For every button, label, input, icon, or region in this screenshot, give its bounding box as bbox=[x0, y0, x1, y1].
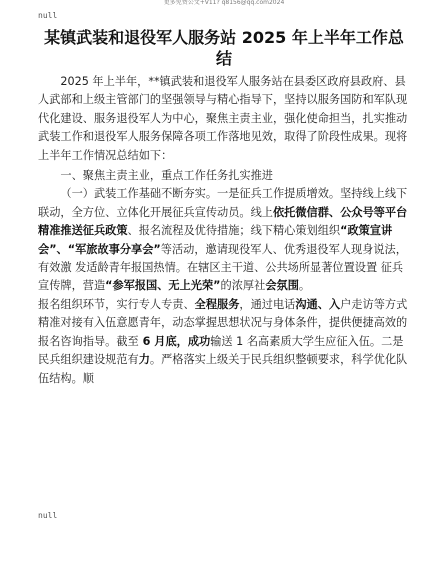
text-segment: 户走访等方式精准对接有入伍意愿青年，动态掌握思想状况与身体条件，提供便捷高效的报名咨询指导。截至 bbox=[38, 297, 408, 348]
document-body bbox=[38, 73, 408, 388]
text-segment: （一）武装工作基础不断夯实。一是征兵工作提质增效。坚持线上线下联动，全方位、立体化开展征兵宣传动员。线上 bbox=[38, 187, 408, 219]
text-segment: ，通过电话 bbox=[239, 297, 296, 311]
header-strip: 更多免费公文+V11? q8156@qq.com2024 bbox=[163, 0, 285, 6]
text-segment: 报名组织环节，实行专人专责、 bbox=[38, 297, 195, 311]
text-segment: 、报名流程及优待措施；线下精心策划组织 bbox=[127, 224, 341, 238]
bold-segment: 全程服务 bbox=[194, 297, 240, 311]
text-segment: 的浓厚社 bbox=[220, 279, 266, 293]
bold-segment: “参军报国、无上光荣” bbox=[105, 279, 221, 293]
paragraph-recruitment bbox=[38, 185, 408, 295]
bold-segment: “政策宣讲会”、“军旅故事分享会” bbox=[38, 224, 393, 256]
null-marker-bottom: null bbox=[38, 511, 58, 520]
document-title: 某镇武装和退役军人服务站 2025 年上半年工作总结 bbox=[44, 28, 404, 68]
paragraph-registration bbox=[38, 296, 408, 388]
bold-segment: 会氛围 bbox=[265, 279, 299, 293]
bold-segment: 依托微信群、公众号等平台精准推送征兵政策 bbox=[38, 205, 408, 238]
bold-segment: 6 月底，成功 bbox=[138, 334, 211, 348]
text-segment: 。严格落实上级关于民兵组织整顿要求，科学优化队伍结构。顺 bbox=[38, 353, 408, 385]
intro-paragraph: 2025 年上半年，**镇武装和退役军人服务站在县委区政府县政府、县人武部和上级主管部门的坚强领导与精心指导下，坚持以服务国防和军队现代化建设、服务退役军人为中心，聚焦主责主业，强化使命担当，扎实推动武装工作和退役军人服务保障各项工作落地见效，取得了阶段性成果。现将上半年工作情况总结如下： bbox=[38, 75, 408, 162]
bold-segment: 力 bbox=[138, 353, 150, 367]
bold-segment: 沟通、入 bbox=[295, 297, 341, 311]
text-segment: 输送 1 名高素质大学生应征入伍。二是民兵组织建设规范有 bbox=[38, 334, 404, 367]
null-marker-top: null bbox=[38, 11, 58, 20]
text-segment: 等活动，邀请现役军人、优秀退役军人现身说法，有效激 发适龄青年报国热情。在辖区主干道、公共场所显著位置设置 征兵宣传牌，营造 bbox=[38, 242, 407, 293]
text-segment: 。 bbox=[298, 279, 311, 293]
section-heading-1: 一、聚焦主责主业，重点工作任务扎实推进 bbox=[60, 169, 273, 183]
